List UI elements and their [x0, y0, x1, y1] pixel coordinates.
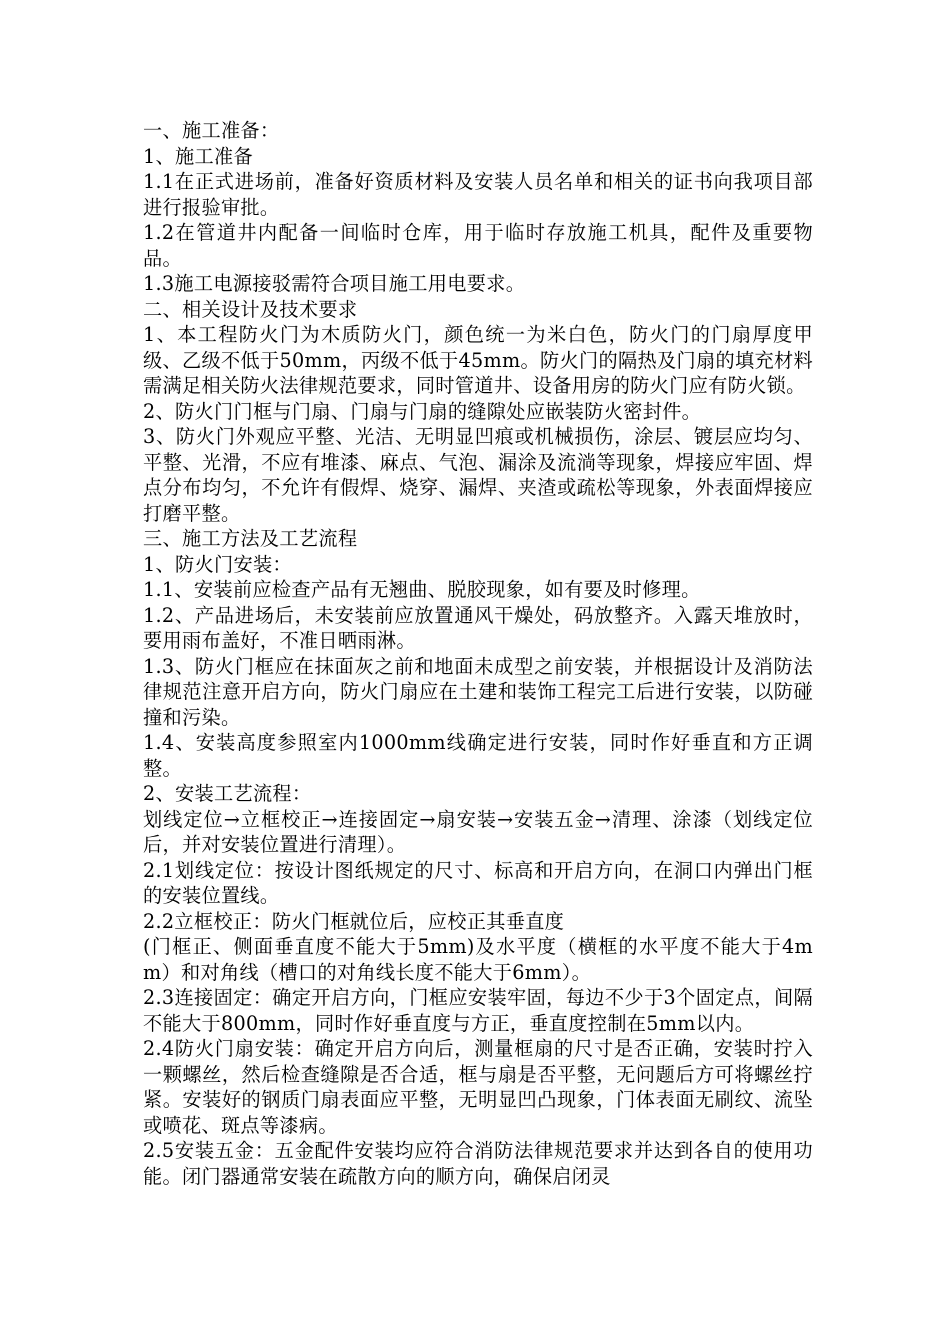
paragraph-2-1: 2.1划线定位：按设计图纸规定的尺寸、标高和开启方向，在洞口内弹出门框的安装位置线。 [143, 858, 813, 907]
document-body [143, 118, 813, 1189]
subheading-preparation: 1、施工准备 [143, 144, 253, 168]
paragraph-design-3: 3、防火门外观应平整、光洁、无明显凹痕或机械损伤，涂层、镀层应均匀、平整、光滑，不应有堆漆、麻点、气泡、漏涂及流淌等现象，焊接应牢固、焊点分布均匀，不允许有假焊、烧穿、漏焊、夹渣或疏松等现象，外表面焊接应打磨平整。 [143, 425, 813, 525]
paragraph-install-1-3: 1.3、防火门框应在抹面灰之前和地面未成型之前安装，并根据设计及消防法律规范注意开启方向，防火门扇应在土建和装饰工程完工后进行安装，以防碰撞和污染。 [143, 654, 813, 729]
paragraph-design-2: 2、防火门门框与门扇、门扇与门扇的缝隙处应嵌装防火密封件。 [143, 399, 702, 423]
paragraph-2-5: 2.5安装五金：五金配件安装均应符合消防法律规范要求并达到各自的使用功能。闭门器通常安装在疏散方向的顺方向，确保启闭灵 [143, 1139, 813, 1188]
paragraph-2-2: 2.2立框校正：防火门框就位后，应校正其垂直度 [143, 909, 565, 933]
paragraph-2-3: 2.3连接固定：确定开启方向，门框应安装牢固，每边不少于3个固定点，间隔不能大于800mm，同时作好垂直度与方正，垂直度控制在5mm以内。 [143, 986, 813, 1035]
paragraph-2-4: 2.4防火门扇安装：确定开启方向后，测量框扇的尺寸是否正确，安装时拧入一颗螺丝，然后检查缝隙是否合适，框与扇是否平整，无问题后方可将螺丝拧紧。安装好的钢质门扇表面应平整，无明显凹凸现象，门体表面无刷纹、流坠或喷花、斑点等漆病。 [143, 1037, 813, 1137]
paragraph-install-1-1: 1.1、安装前应检查产品有无翘曲、脱胶现象，如有要及时修理。 [143, 578, 701, 601]
paragraph-1-2: 1.2在管道井内配备一间临时仓库，用于临时存放施工机具，配件及重要物品。 [143, 221, 813, 270]
paragraph-design-1: 1、本工程防火门为木质防火门，颜色统一为米白色，防火门的门扇厚度甲级、乙级不低于50mm，丙级不低于45mm。防火门的隔热及门扇的填充材料需满足相关防火法律规范要求，同时管道井、设备用房的防火门应有防火锁。 [143, 323, 813, 397]
paragraph-1-1: 1.1在正式进场前，准备好资质材料及安装人员名单和相关的证书向我项目部进行报验审批。 [143, 170, 813, 219]
section-heading-design: 二、相关设计及技术要求 [143, 297, 358, 321]
section-heading-method: 三、施工方法及工艺流程 [143, 527, 358, 550]
subheading-installation: 1、防火门安装： [143, 552, 292, 576]
subheading-process-flow: 2、安装工艺流程： [143, 782, 312, 805]
paragraph-install-1-4: 1.4、安装高度参照室内1000mm线确定进行安装，同时作好垂直和方正调整。 [143, 731, 813, 780]
paragraph-1-3: 1.3施工电源接驳需符合项目施工用电要求。 [143, 272, 526, 295]
paragraph-2-2-detail: (门框正、侧面垂直度不能大于5mm)及水平度（横框的水平度不能大于4mm）和对角线（槽口的对角线长度不能大于6mm）。 [143, 935, 813, 984]
paragraph-process-flow: 划线定位→立框校正→连接固定→扇安装→安装五金→清理、涂漆（划线定位后，并对安装位置进行清理）。 [143, 807, 813, 856]
section-heading-preparation: 一、施工准备： [143, 119, 280, 142]
paragraph-install-1-2: 1.2、产品进场后，未安装前应放置通风干燥处，码放整齐。入露天堆放时，要用雨布盖好，不准日晒雨淋。 [143, 603, 813, 652]
